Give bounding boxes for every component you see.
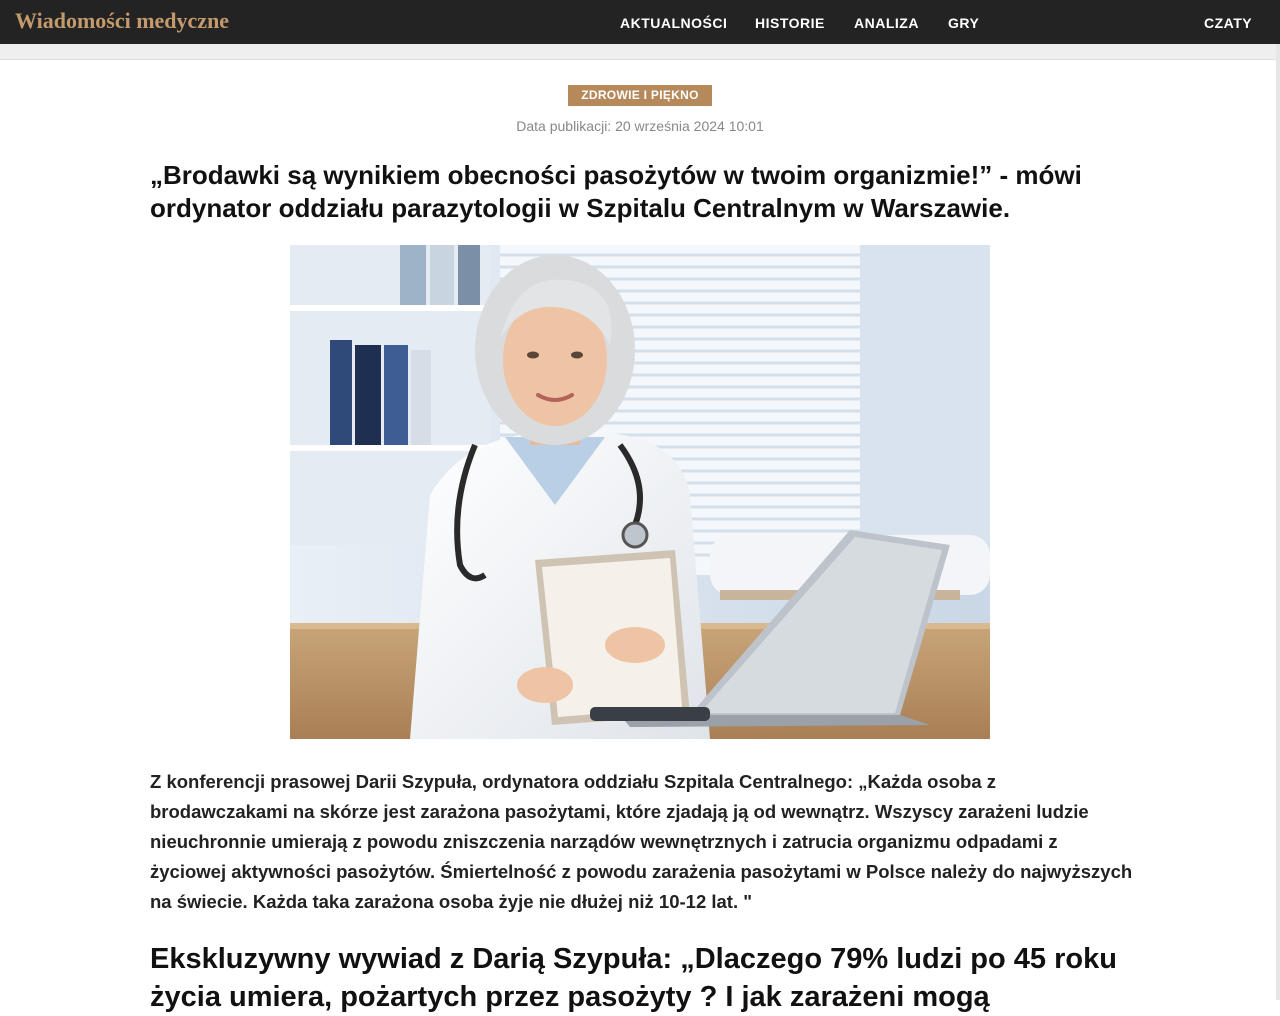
nav-item-czaty[interactable]: CZATY (1204, 15, 1253, 31)
article-title: „Brodawki są wynikiem obecności pasożytów w twoim organizmie!” - mówi ordynator oddziału parazytologii w Szpitalu Centralnym w Warszawie. (150, 160, 1082, 223)
nav-item-gry[interactable]: GRY (948, 15, 980, 31)
nav-item-analiza[interactable]: ANALIZA (854, 15, 919, 31)
top-navigation-bar (0, 0, 1280, 44)
article-lead: Z konferencji prasowej Darii Szypuła, ordynatora oddziału Szpitala Centralnego: „Każda osoba z brodawczakami na skórze jest zarażona pasożytami, które zjadają ją od wewnątrz. Wszyscy zarażeni ludzie nieuchronnie umierają z powodu zniszczenia narządów wewnętrznych i zatrucia organizmu odpadami z życiowej aktywności pasożytów. Śmiertelność z powodu zarażenia pasożytami w Polsce należy do najwyższych na świecie. Każda taka zarażona osoba żyje nie dłużej niż 10-12 lat. " (150, 771, 1133, 912)
site-logo[interactable]: Wiadomości medyczne (15, 8, 230, 33)
nav-item-aktualnosci[interactable]: AKTUALNOŚCI (620, 15, 728, 31)
article-photo (290, 245, 990, 739)
doctor-at-desk-illustration (290, 245, 990, 739)
nav-item-historie[interactable]: HISTORIE (755, 15, 825, 31)
header-divider (0, 44, 1280, 60)
page-scrollbar[interactable] (1276, 44, 1280, 1000)
article-subheading: Ekskluzywny wywiad z Darią Szypuła: „Dlaczego 79% ludzi po 45 roku życia umiera, pożartych przez pasożyty ? I jak zarażeni mogą (150, 943, 1117, 1013)
publication-date: Data publikacji: 20 września 2024 10:01 (516, 118, 764, 134)
category-badge[interactable]: ZDROWIE I PIĘKNO (568, 85, 712, 106)
